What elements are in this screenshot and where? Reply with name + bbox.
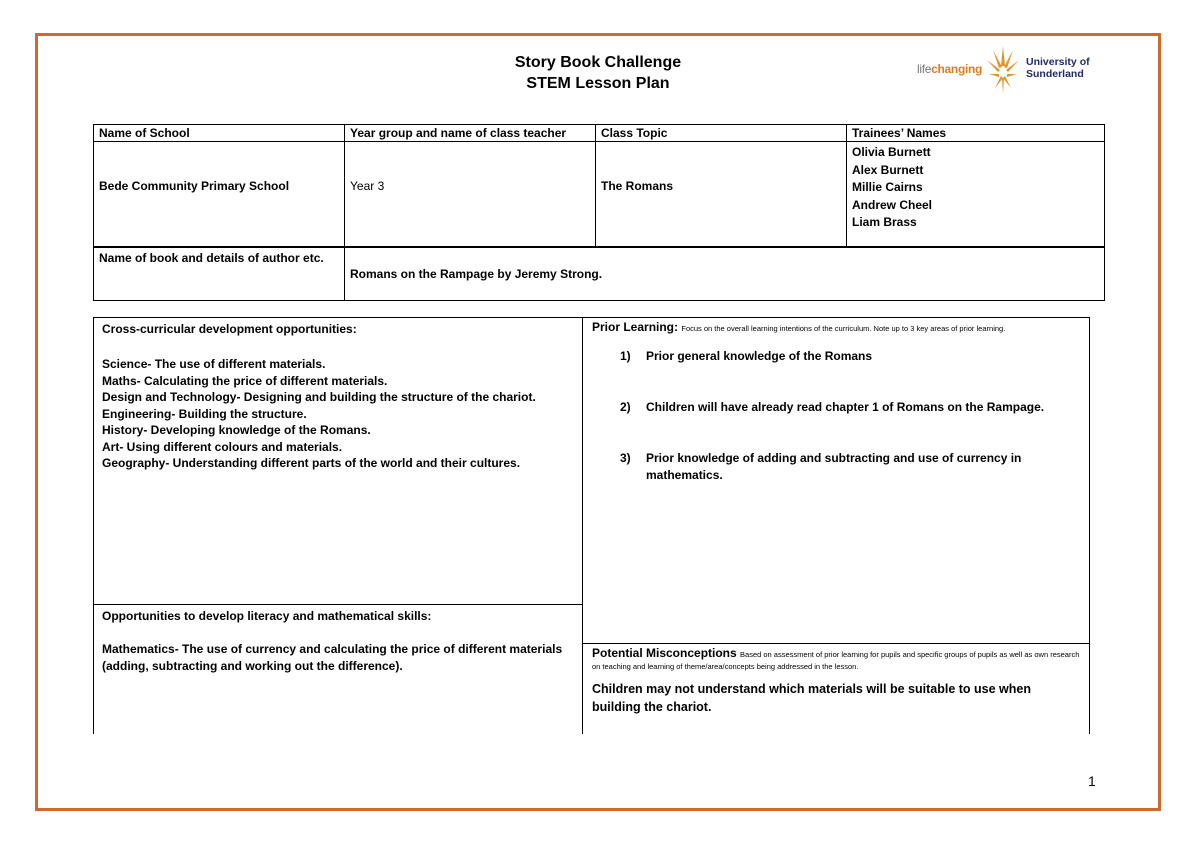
misconceptions-section bbox=[582, 643, 1090, 734]
table-header-row bbox=[94, 125, 1105, 142]
misconceptions-text: Children may not understand which materials will be suitable to use when building the chariot. bbox=[592, 682, 1031, 714]
list-item: Andrew Cheel bbox=[852, 197, 933, 212]
list-item: Design and Technology- Designing and building the structure of the chariot. bbox=[102, 390, 536, 404]
cross-curricular-section bbox=[93, 317, 583, 605]
literacy-maths-text: Mathematics- The use of currency and calculating the price of different materials (adding, subtracting and working out the difference). bbox=[102, 642, 563, 673]
list-item: Geography- Understanding different parts of the world and their cultures. bbox=[102, 456, 521, 470]
trainee-names bbox=[847, 142, 1105, 247]
header-class-topic: Class Topic bbox=[596, 125, 847, 142]
list-item: Science- The use of different materials. bbox=[102, 357, 326, 371]
prior-learning-heading: Prior Learning: bbox=[592, 320, 679, 334]
literacy-maths-heading: Opportunities to develop literacy and mathematical skills: bbox=[102, 609, 432, 623]
list-item: 3) Prior knowledge of adding and subtracting and use of currency in mathematics. bbox=[620, 451, 1022, 482]
table-row bbox=[94, 142, 1105, 247]
school-details-table bbox=[93, 124, 1105, 247]
list-item: Liam Brass bbox=[852, 215, 917, 229]
list-item: Engineering- Building the structure. bbox=[102, 406, 307, 421]
title-line-2: STEM Lesson Plan bbox=[526, 75, 670, 92]
misconceptions-heading: Potential Misconceptions bbox=[592, 646, 737, 660]
university-name: University of Sunderland bbox=[1026, 56, 1090, 80]
book-details-table bbox=[93, 247, 1105, 301]
lifechanging-text: lifechanging bbox=[917, 62, 983, 76]
table-row bbox=[94, 248, 1105, 301]
cross-curricular-list bbox=[102, 356, 574, 472]
misconceptions-note: Based on assessment of prior learning for pupils and specific groups of pupils as well as own research on teaching and learning of theme/area/concepts being addressed in the lesson. bbox=[592, 650, 1080, 671]
sunburst-icon bbox=[985, 44, 1021, 96]
list-item: Millie Cairns bbox=[852, 180, 923, 194]
book-label: Name of book and details of author etc. bbox=[94, 248, 345, 301]
list-item: Olivia Burnett bbox=[852, 145, 931, 159]
header-name-of-school: Name of School bbox=[94, 125, 345, 142]
literacy-maths-section bbox=[93, 604, 583, 734]
list-item: History- Developing knowledge of the Romans. bbox=[102, 423, 371, 437]
header-year-group: Year group and name of class teacher bbox=[345, 125, 596, 142]
school-name: Bede Community Primary School bbox=[94, 142, 345, 247]
title-line-1: Story Book Challenge bbox=[514, 54, 682, 71]
university-logo bbox=[913, 42, 1103, 98]
list-item: 2) Children will have already read chapter 1 of Romans on the Rampage. bbox=[620, 400, 1045, 414]
prior-learning-note: Focus on the overall learning intentions of the curriculum. Note up to 3 key areas of prior learning. bbox=[681, 324, 1006, 333]
list-item: Maths- Calculating the price of different materials. bbox=[102, 373, 388, 388]
cross-curricular-heading: Cross-curricular development opportunities: bbox=[102, 322, 357, 336]
list-item: 1) Prior general knowledge of the Romans bbox=[620, 349, 873, 363]
book-value: Romans on the Rampage by Jeremy Strong. bbox=[345, 248, 1105, 301]
list-item: Art- Using different colours and materials. bbox=[102, 439, 343, 454]
year-group: Year 3 bbox=[345, 142, 596, 247]
list-item: Alex Burnett bbox=[852, 162, 924, 177]
prior-learning-list bbox=[592, 348, 1080, 484]
class-topic: The Romans bbox=[596, 142, 847, 247]
header-trainees: Trainees’ Names bbox=[847, 125, 1105, 142]
page-number: 1 bbox=[1088, 773, 1096, 789]
prior-learning-section bbox=[582, 317, 1090, 644]
